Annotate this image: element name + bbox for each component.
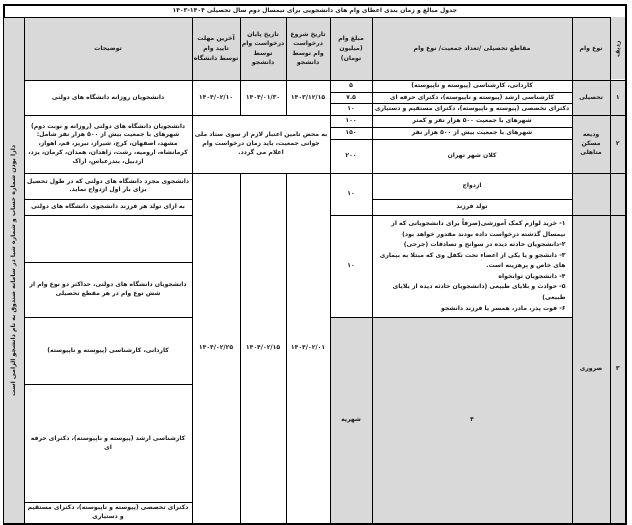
header-end-date: تاریخ پایان درخواست وام توسط دانشجو <box>240 17 286 80</box>
group-note-child: به ازای تولد هر فرزند دانشجوی دانشگاه های دولتی <box>24 199 192 215</box>
loan-schedule-table <box>3 4 627 525</box>
group-number: ۱ <box>610 80 626 115</box>
side-note-strip <box>4 17 24 524</box>
necessary-item-3: ۳- دانشجو و یا یکی از اعضاء تحت تکفل وی که مبتلا به بیماری های خاص و پرهزینه است. <box>379 251 566 270</box>
header-row <box>4 17 626 80</box>
table-row <box>4 173 626 199</box>
group-date-merged-note: به محض تامین اعتبار لازم از سوی ستاد ملی جوانی جمعیت، باید زمان درخواست وام اعلام می گردد. <box>192 116 330 174</box>
necessary-item-1: ۱- خرید لوازم کمک آموزشی(صرفاً برای دانشجویانی که از نیمسال گذشته درخواست داده بودند مقدور خواهد بود) <box>391 219 566 238</box>
page-title: جدول مبالغ و زمان بندی اعطای وام های دانشجویی برای نیمسال دوم سال تحصیلی ۱۴۰۴-۱۴۰۳ <box>4 5 626 17</box>
table-row <box>4 116 626 128</box>
header-row-number: ردیف <box>610 17 626 80</box>
row-amount: ۱۵۰ <box>330 128 372 140</box>
row-amount: ۱۰ <box>330 173 372 215</box>
group-note-spacer <box>24 215 192 262</box>
group-start-date: ۱۴۰۴/۰۲/۰۱ <box>286 173 330 524</box>
group-end-date: ۱۴۰۴/۰۲/۱۵ <box>240 173 286 524</box>
row-subject: دکترای تخصصی (پیوسته و ناپیوسته)، دکترای مستقیم و دستیاری <box>372 104 572 116</box>
group-type: ودیعه مسکن متاهلی <box>572 116 610 174</box>
necessary-item-2: ۲-دانشجویان حادثه دیده در سوانح و تصادفات (جرحی) <box>403 241 566 249</box>
row-subject: ازدواج <box>372 173 572 199</box>
group-number: ۳ <box>610 215 626 524</box>
header-notes: توضیحات <box>24 17 192 80</box>
row-amount: ۱۰۰ <box>330 116 372 128</box>
group-note: دانشجویان دانشگاه های دولتی، حداکثر دو نوع وام از شش نوع وام در هر مقطع تحصیلی <box>24 262 192 317</box>
necessary-items-list <box>372 215 572 317</box>
group-number: ۴ <box>372 318 572 525</box>
group-note: دانشجویان روزانه دانشگاه های دولتی <box>24 80 192 115</box>
row-subject: شهرهای با جمعیت ۵۰۰ هزار نفر و کمتر <box>372 116 572 128</box>
group-start-date: ۱۴۰۳/۱۲/۱۵ <box>286 80 330 115</box>
row-amount: ۱۰ <box>330 104 372 116</box>
row-subject: کاردانی، کارشناسی (پیوسته و ناپیوسته) <box>372 80 572 92</box>
header-confirm-deadline: آخرین مهلت تایید وام توسط دانشگاه <box>192 17 240 80</box>
group-number <box>610 173 626 215</box>
row-subject: تولد فرزند <box>372 199 572 215</box>
row-amount: ۲۰۰ <box>330 139 372 173</box>
row-subject: کارشناسی ارشد (پیوسته و ناپیوسته)، دکترای حرفه ای <box>372 92 572 104</box>
header-start-date: تاریخ شروع درخواست وام توسط دانشجو <box>286 17 330 80</box>
title-row <box>4 5 626 17</box>
group-type-marriage <box>572 173 610 215</box>
row-subject: دکترای تخصصی (پیوسته و ناپیوسته)، دکترای مستقیم و دستیاری <box>24 502 192 524</box>
row-amount: ۷.۵ <box>330 92 372 104</box>
group-end-date: ۱۴۰۴/۰۱/۳۰ <box>240 80 286 115</box>
row-subject: شهرهای با جمعیت بیش از ۵۰۰ هزار نفر <box>372 128 572 140</box>
row-subject: کاردانی، کارشناسی (پیوسته و ناپیوسته) <box>24 318 192 385</box>
group-confirm-deadline: ۱۴۰۴/۰۲/۲۵ <box>192 173 240 524</box>
row-amount: ۵ <box>330 80 372 92</box>
group-type: شهریه <box>330 318 372 525</box>
group-type: تحصیلی <box>572 80 610 115</box>
necessary-item-6: ۶- فوت پدر، مادر، همسر یا فرزند دانشجو <box>440 304 566 312</box>
group-note: دانشجویان دانشگاه های دولتی (روزانه و نوبت دوم) شهرهای با جمعیت بیش از ۵۰۰ هزار نفر شامل: مشهد، اصفهان، کرج، شیراز، تبریز، قم، اهواز، کرمانشاه، ارومیه، رشت، زاهدان، همدان، کرمان، یزد، اردبیل، بندرعباس، اراک <box>24 116 192 174</box>
necessary-item-4: ۴- دانشجویان توانخواه <box>498 272 566 280</box>
group-confirm-deadline: ۱۴۰۴/۰۲/۱۰ <box>192 80 240 115</box>
header-subject: مقاطع تحصیلی /تعداد جمعیت/ نوع وام <box>372 17 572 80</box>
group-number: ۲ <box>610 116 626 174</box>
row-subject: کلان شهر تهران <box>372 139 572 173</box>
row-amount: ۱۰ <box>330 215 372 317</box>
header-loan-type: نوع وام <box>572 17 610 80</box>
group-note-marriage: دانشجوی مجرد دانشگاه های دولتی که در طول تحصیل برای بار اول ازدواج نماید. <box>24 173 192 199</box>
group-type: ضروری <box>572 215 610 524</box>
row-subject: کارشناسی ارشد (پیوسته و ناپیوسته)، دکترای حرفه ای <box>24 385 192 502</box>
table-row <box>4 80 626 92</box>
side-note-text: دارا بودن شماره حساب و شماره شبا در سامانه صندوق به نام دانشجو الزامی است <box>9 145 17 397</box>
header-amount: مبلغ وام (میلیون تومان) <box>330 17 372 80</box>
necessary-item-5: ۵- حوادث و بلایای طبیعی (دانشجویان حادثه دیده از بلایای طبیعی) <box>392 283 566 302</box>
